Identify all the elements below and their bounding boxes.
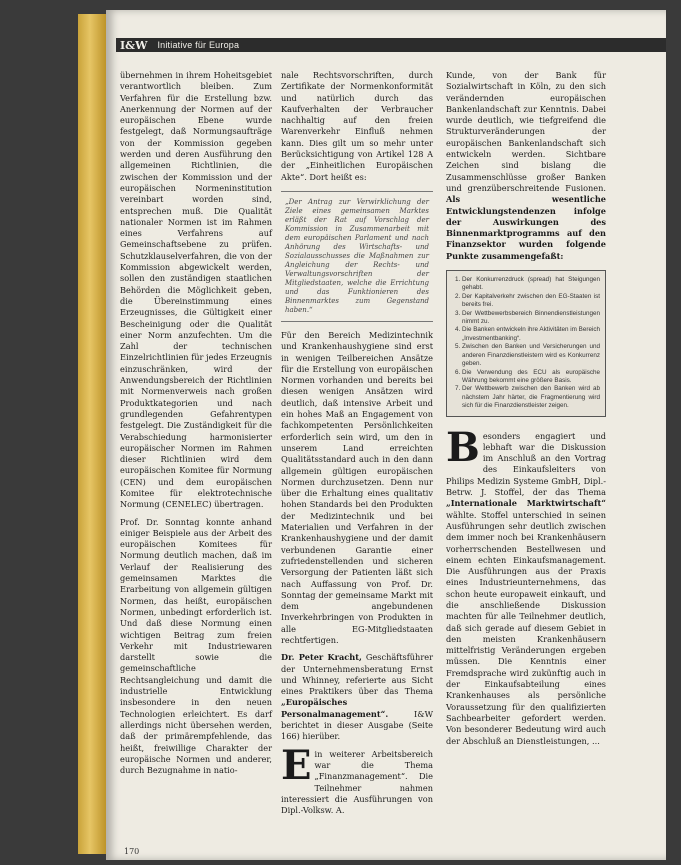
section-header-bar [116, 38, 666, 52]
column-2-paragraph: E in weiterer Arbeitsbereich war die Thema „Finanzmanagement“. Die Teilnehmer nahmen interessiert die Ausführungen von Dipl.-Volksw. A. [281, 741, 433, 816]
drop-cap: E [281, 741, 312, 789]
summary-box [446, 270, 606, 417]
summary-list [453, 276, 600, 411]
summary-list-item: 4. Die Banken entwickeln ihre Aktivitäten im Bereich „Investmentbanking“. [462, 326, 600, 343]
summary-list-item: 3. Der Wettbewerbsbereich Binnendienstleistungen nimmt zu. [462, 310, 600, 327]
summary-lead: Als wesentliche Entwicklungstendenzen infolge der Auswirkungen des Binnenmarktprogramms auf den Finanzsektor wurden folgende Punkte zusammengefaßt: [446, 194, 606, 261]
summary-list-item: 6. Die Verwendung des ECU als europäische Währung bekommt eine größere Basis. [462, 369, 600, 386]
column-2-paragraph: Für den Bereich Medizintechnik und Krankenhaushygiene sind erst in wenigen Teilbereichen Ansätze für die Erstellung von europäischen Normen vorhanden und bereits bei diesen wenigen Ansätzen wird deutlich, daß intensive Arbeit und ein hohes Maß an Engagement von fachkompetenten Persönlichkeiten erforderlich sein wird, um den in unserem Land erreichten Qualitätsstandard auch in den dann allgemein gültigen europäischen Normen durchzusetzen. Denn nur über die Erhaltung eines qualitativ hohen Standards bei den Produkten der Medizintechnik und bei Materialien und Verfahren in der Krankenhaushygiene und der damit verbundenen Garantie einer zufriedenstellenden und sicheren Versorgung der Patienten läßt sich nach Auffassung von Prof. Dr. Sonntag der gemeinsame Markt mit dem angebundenen Inverkehrbringen von Produkten in alle EG-Mitgliedstaaten rechtfertigen. [281, 329, 433, 645]
section-title: Initiative für Europa [157, 40, 240, 50]
summary-list-item: 1. Der Konkurrenzdruck (spread) hat Steigungen gehabt. [462, 276, 600, 293]
summary-list-item: 7. Der Wettbewerb zwischen den Banken wird ab nächstem Jahr härter, die Fragmentierung wird sich für die Finanzdienstleister zeigen. [462, 385, 600, 410]
quote-box: „Der Antrag zur Verwirklichung der Ziele eines gemeinsamen Marktes erläßt der Rat auf Vorschlag der Kommission in Zusammenarbeit mit dem europäischen Parlament und nach Anhörung des Wirtschafts- und Sozialausschusses die Maßnahmen zur Angleichung der Rechts- und Verwaltungsvorschriften der Mitgliedstaaten, welche die Errichtung und das Funktionieren des Binnenmarktes zum Gegenstand haben.“ [281, 191, 433, 322]
summary-list-item: 2. Der Kapitalverkehr zwischen den EG-Staaten ist bereits frei. [462, 293, 600, 310]
column-2 [281, 70, 433, 822]
drop-cap: B [446, 423, 480, 471]
book-spine [78, 14, 108, 854]
column-3 [446, 70, 606, 753]
column-1-paragraph: Prof. Dr. Sonntag konnte anhand einiger Beispiele aus der Arbeit des europäischen Komitees für Normung deutlich machen, daß im Verlauf der Realisierung des gemeinsamen Marktes die Erarbeitung von allgemein gültigen Normen, das heißt, europäischen Normen, unbedingt erforderlich ist. Und daß diese Normung einen wichtigen Beitrag zum freien Verkehr mit Industriewaren darstellt sowie die gemeinschaftliche Rechtsangleichung und damit die industrielle Entwicklung insbesondere in den neuen Technologien erleichtert. Es darf allerdings nicht übersehen werden, daß der primärempfehlende, das heißt, freiwillige Charakter der europäische Normen und anderer, durch Bezugnahme in natio- [120, 516, 272, 776]
talk-title: „Europäisches Personalmanagement“. [281, 697, 389, 719]
page-number: 170 [124, 847, 140, 856]
column-3-paragraph: Kunde, von der Bank für Sozialwirtschaft in Köln, zu den sich verändernden europäischen Bankenlandschaft zur Kenntnis. Dabei wurde deutlich, wie tiefgreifend die Strukturveränderungen der europäischen Bankenlandschaft sich entwickeln werden. Sichtbare Zeichen sind bislang die Zusammenschlüsse großer Banken und grenzüberschreitende Fusionen. Als wesentliche Entwicklungstendenzen infolge der Auswirkungen des Binnenmarktprogramms auf den Finanzsektor wurden folgende Punkte zusammengefaßt: [446, 70, 606, 261]
iw-logo: I&W [120, 38, 148, 52]
column-1 [120, 70, 272, 782]
summary-list-item: 5. Zwischen den Banken und Versicherungen und anderen Finanzdienstleistern wird es Konkurrenz geben. [462, 343, 600, 368]
column-3-paragraph: B esonders engagiert und lebhaft war die Diskussion im Anschluß an den Vortrag des Einkaufsleiters von Philips Medizin Systeme GmbH, Dipl.-Betrw. J. Stoffel, der das Thema „Internationale Marktwirtschaft“ wählte. Stoffel unterschied in seinen Ausführungen sehr deutlich zwischen dem immer noch bei Krankenhäusern vorherrschenden Bestellwesen und einem echten Einkaufsmanagement. Die Ausführungen aus der Praxis eines Industrieunternehmens, das schon heute europaweit einkauft, und die anschließende Diskussion machten für alle Teilnehmer deutlich, daß sich gerade auf diesem Gebiet in den meisten Krankenhäusern mittelfristig Veränderungen ergeben müssen. Die Kenntnis einer Fremdsprache wird zukünftig auch in der Einkaufsabteilung eines Krankenhauses als persönliche Voraussetzung für den qualifizierten Sachbearbeiter gefordert werden. Von besonderer Bedeutung wird auch der Abschluß an Dienstleistungen, ... [446, 423, 606, 746]
column-1-paragraph: übernehmen in ihrem Hoheitsgebiet verantwortlich bleiben. Zum Verfahren für die Erstellung bzw. Anerkennung der Normen auf der europäischen Ebene wurde festgelegt, daß Normungsaufträge von der Kommission gegeben werden und deren Ausführung den allgemeinen Richtlinien, die zwischen der Kommission und der europäischen Normeninstitution vereinbart worden sind, entsprechen muß. Die Qualität nationaler Normen ist im Rahmen eines Verfahrens auf Gemeinschaftsebene zu prüfen. Schutzklauselverfahren, die von der Kommission abgewickelt werden, sollen den zuständigen staatlichen Behörden die Möglichkeit geben, die Übereinstimmung eines Erzeugnisses, die Gültigkeit einer Bescheinigung oder die Qualität einer Norm anzufechten. Um die Zahl der technischen Einzelrichtlinien für jedes Erzeugnis einzuschränken, wird der Anwendungsbereich der Richtlinien mit Normenverweis nach großen Produktkategorien und nach grundlegenden Gefahrentypen festgelegt. Die Zuständigkeit für die Verabschiedung harmonisierter europäischer Normen im Rahmen dieser Richtlinien wird dem europäischen Komitee für Normung (CEN) und dem europäischen Komitee für elektrotechnische Normung (CENELEC) übertragen. [120, 70, 272, 510]
column-2-paragraph: nale Rechtsvorschriften, durch Zertifikate der Normenkonformität und natürlich durch das Kaufverhalten der Verbraucher nachhaltig auf den freien Warenverkehr Einfluß nehmen kann. Dies gilt um so mehr unter Berücksichtigung von Artikel 128 A der „Einheitlichen Europäischen Akte“. Dort heißt es: [281, 70, 433, 182]
magazine-page [106, 10, 666, 860]
talk-title: „Internationale Marktwirtschaft“ [446, 498, 606, 509]
column-2-paragraph: Dr. Peter Kracht, Geschäftsführer der Unternehmensberatung Ernst und Whinney, referierte aus Sicht eines Praktikers über das Thema „Europäisches Personalmanagement“. I&W berichtet in dieser Ausgabe (Seite 166) hierüber. [281, 652, 433, 742]
speaker-name: Dr. Peter Kracht, [281, 652, 362, 663]
